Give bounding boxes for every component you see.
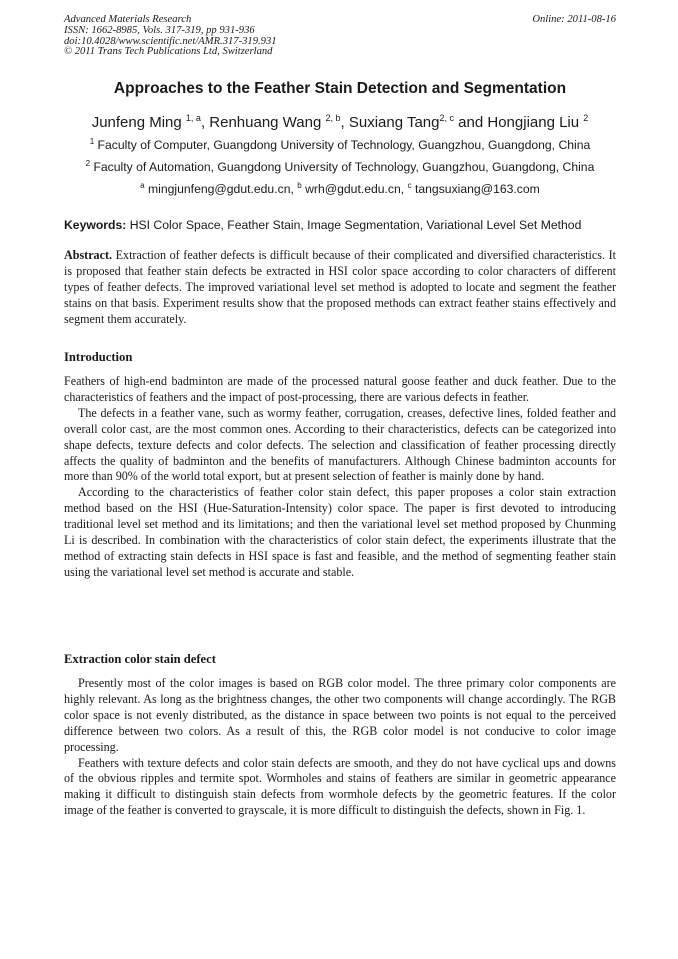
paragraph: Feathers of high-end badminton are made of the processed natural goose feather and duck feather. Due to the characteristics of feathers and the impact of post-processing, there are various defects in feather.	[64, 374, 616, 404]
paragraph: Feathers with texture defects and color stain defects are smooth, and they do not have cyclical ups and downs of the obvious ripples and termite spot. Wormholes and stains of feathers are similar in geometric appearance making it difficult to distinguish stain defects from wormhole defects by the geometric features. If the color image of the feather is converted to grayscale, it is more difficult to distinguish the defects, shown in Fig. 1.	[64, 755, 616, 818]
paragraph: The defects in a feather vane, such as wormy feather, corrugation, creases, defective lines, folded feather and overall color cast, are the most common ones. According to their characteristics, defects can be categorized into shape defects, texture defects and color defects. The selection and classification of feather processing directly affects the quality of badminton and the benefits of manufacturers. Although Chinese badminton accounts for more than 90% of the world total export, but at present selection of feather is mainly done by hand.	[64, 405, 616, 484]
abstract-text: Extraction of feather defects is difficult because of their complicated and diversified characteristics. It is proposed that feather stain defects be extracted in HSI color space according to color characters of different types of feather defects. The improved variational level set method is adopted to locate and segment the feather stains on that basis. Experiment results show that the proposed methods can extract feather stains effectively and segment them accurately.	[64, 248, 616, 326]
affiliation-1	[64, 138, 616, 152]
email-address: tangsuxiang@163.com	[414, 182, 540, 196]
affiliation-2	[64, 160, 616, 174]
paragraph: According to the characteristics of feather color stain defect, this paper proposes a color stain extraction method based on the HSI (Hue-Saturation-Intensity) color space. The paper is first devoted to introducing traditional level set method and its limitations; and then the variational level set method proposed by Chunming Li is described. In combination with the characteristics of color stain defect, the experiments illustrate that the method of extracting stain defects in HSI space is fast and feasible, and the method of segmenting feather stain using the variational level set method is accurate and stable.	[64, 485, 616, 579]
keywords-label: Keywords:	[64, 218, 127, 232]
author-name: Hongjiang Liu	[487, 114, 580, 131]
author-separator: ,	[340, 114, 349, 131]
email-address: wrh@gdut.edu.cn,	[305, 182, 405, 196]
doi-line: doi:10.4028/www.scientific.net/AMR.317-319.931	[64, 35, 277, 47]
affiliation-mark: 2	[85, 159, 91, 168]
author-affiliation-mark: 2, b	[325, 113, 341, 123]
author-affiliation-mark: 1, a	[185, 113, 201, 123]
section-heading-introduction: Introduction	[64, 350, 133, 364]
email-mark: a	[140, 181, 145, 190]
abstract	[64, 248, 616, 328]
section-introduction	[64, 374, 616, 581]
author-list	[64, 114, 616, 131]
issn-line: ISSN: 1662-8985, Vols. 317-319, pp 931-936	[64, 24, 255, 36]
abstract-label: Abstract.	[64, 248, 113, 262]
author-separator: and	[454, 114, 488, 131]
email-address: mingjunfeng@gdut.edu.cn,	[148, 182, 294, 196]
author-separator: ,	[200, 114, 210, 131]
affiliation-text: Faculty of Automation, Guangdong University of Technology, Guangzhou, Guangdong, China	[93, 160, 595, 174]
journal-header	[64, 15, 616, 58]
keywords	[64, 218, 616, 232]
copyright-line: © 2011 Trans Tech Publications Ltd, Switzerland	[64, 46, 273, 58]
section-extraction	[64, 676, 616, 819]
author-affiliation-mark: 2, c	[439, 113, 454, 123]
author-name: Suxiang Tang	[348, 114, 440, 131]
author-name: Junfeng Ming	[91, 114, 182, 131]
section-heading-extraction: Extraction color stain defect	[64, 652, 216, 666]
keywords-text: HSI Color Space, Feather Stain, Image Segmentation, Variational Level Set Method	[129, 218, 582, 232]
paragraph: Presently most of the color images is based on RGB color model. The three primary color components are highly relevant. As long as the brightness changes, the other two components will change accordingly. The RGB color space is not evenly distributed, as the distance in space between two points is not equal to the perceived difference between two colors. As a result of this, the RGB color model is not conducive to color image processing.	[64, 676, 616, 754]
email-mark: b	[297, 181, 302, 190]
author-name: Renhuang Wang	[209, 114, 322, 131]
journal-name: Advanced Materials Research	[64, 14, 192, 25]
email-mark: c	[407, 181, 412, 190]
author-affiliation-mark: 2	[583, 113, 589, 123]
online-date: Online: 2011-08-16	[532, 14, 616, 25]
affiliation-mark: 1	[89, 137, 95, 146]
email-list	[64, 182, 616, 196]
affiliation-text: Faculty of Computer, Guangdong University of Technology, Guangzhou, Guangdong, China	[97, 138, 591, 152]
paper-title: Approaches to the Feather Stain Detection and Segmentation	[113, 80, 567, 97]
